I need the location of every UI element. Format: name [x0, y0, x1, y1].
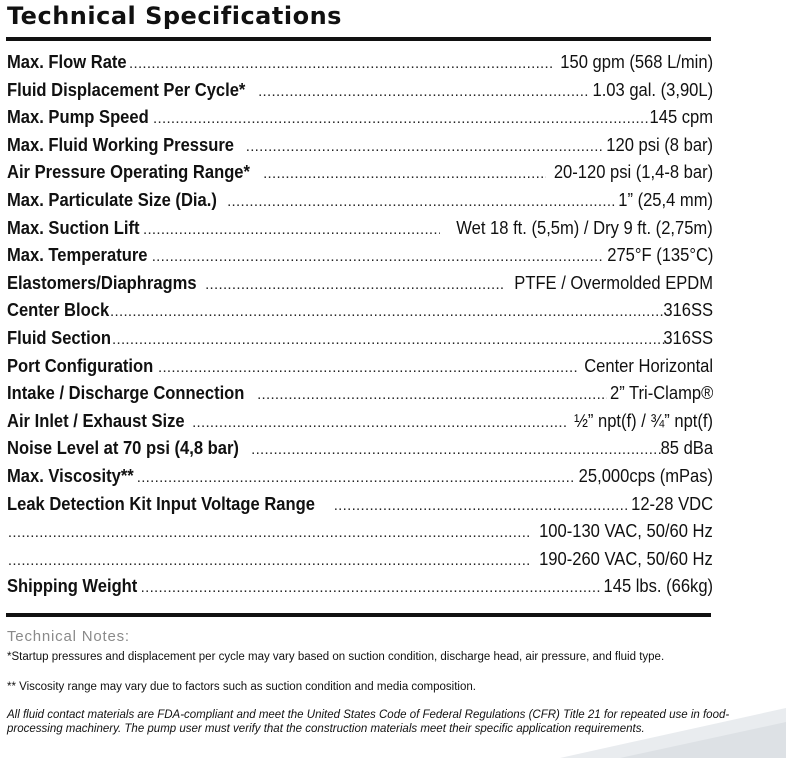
spec-label: Leak Detection Kit Input Voltage Range: [7, 493, 315, 514]
spec-label: Elastomers/Diaphragms: [7, 272, 197, 293]
dot-leader: [110, 298, 665, 325]
notes-heading: Technical Notes:: [7, 628, 130, 645]
spec-value: 190-260 VAC, 50/60 Hz: [539, 548, 713, 569]
spec-label: Max. Pump Speed: [7, 107, 149, 128]
spec-row: [7, 408, 713, 436]
dot-leader: [258, 78, 588, 105]
spec-value: 1” (25,4 mm): [618, 189, 713, 210]
dot-leader: [263, 160, 546, 187]
dot-leader: [143, 216, 440, 243]
spec-row: [7, 297, 713, 325]
spec-label: Fluid Section: [7, 327, 111, 348]
dot-leader: [246, 133, 603, 160]
spec-label: Max. Fluid Working Pressure: [7, 134, 234, 155]
spec-row: [7, 49, 713, 77]
spec-value: Center Horizontal: [584, 355, 713, 376]
spec-row: [7, 270, 713, 298]
spec-value: ½” npt(f) / ¾” npt(f): [574, 410, 713, 431]
dot-leader: [112, 326, 665, 353]
spec-value: 150 gpm (568 L/min): [560, 52, 713, 72]
spec-label: Max. Particulate Size (Dia.): [7, 189, 217, 210]
spec-value: 2” Tri-Clamp®: [609, 383, 713, 404]
spec-row: [7, 463, 713, 491]
spec-value: 20-120 psi (1,4-8 bar): [553, 162, 713, 183]
spec-label: Max. Flow Rate: [7, 52, 127, 72]
spec-value: 25,000cps (mPas): [578, 465, 713, 486]
spec-label: Max. Temperature: [7, 245, 148, 266]
spec-label: Max. Viscosity**: [7, 465, 134, 486]
spec-label: Center Block: [7, 300, 110, 321]
spec-row: [7, 187, 713, 215]
spec-row: [7, 242, 713, 270]
dot-leader: [141, 574, 600, 601]
spec-value: 100-130 VAC, 50/60 Hz: [539, 521, 713, 542]
spec-value: 316SS: [663, 300, 713, 321]
note-viscosity: ** Viscosity range may vary due to factors such as suction condition and media composition.: [7, 681, 476, 693]
spec-row: [7, 380, 713, 408]
dot-leader: [7, 547, 530, 574]
spec-row: [7, 518, 713, 546]
note-fda: All fluid contact materials are FDA-compliant and meet the United States Code of Federal Regulations (CFR) Title 21 for repeated use in food-processing machinery. The pump user must verify that the construction materials meet their specific application requirements.: [7, 709, 730, 735]
spec-row: [7, 325, 713, 353]
dot-leader: [227, 188, 616, 215]
spec-label: Air Inlet / Exhaust Size: [7, 410, 185, 431]
spec-value: 12-28 VDC: [631, 493, 713, 514]
dot-leader: [251, 436, 662, 463]
dot-leader: [158, 354, 579, 381]
spec-row: [7, 215, 713, 243]
spec-row: [7, 435, 713, 463]
dot-leader: [257, 381, 607, 408]
dot-leader: [137, 464, 573, 491]
spec-row: [7, 573, 713, 601]
spec-label: Max. Suction Lift: [7, 217, 140, 238]
spec-value: 120 psi (8 bar): [606, 134, 713, 155]
dot-leader: [152, 243, 604, 270]
dot-leader: [153, 105, 650, 132]
page-title: Technical Specifications: [7, 2, 342, 30]
spec-label: Fluid Displacement Per Cycle*: [7, 79, 246, 100]
spec-row: [7, 159, 713, 187]
spec-value: 145 cpm: [649, 107, 713, 128]
spec-value: Wet 18 ft. (5,5m) / Dry 9 ft. (2,75m): [456, 217, 713, 238]
spec-value: 85 dBa: [660, 438, 713, 459]
spec-label: Shipping Weight: [7, 576, 138, 597]
spec-row: [7, 491, 713, 519]
spec-row: [7, 353, 713, 381]
spec-value: 316SS: [663, 327, 713, 348]
spec-value: 145 lbs. (66kg): [603, 576, 713, 597]
spec-label: Air Pressure Operating Range*: [7, 162, 250, 183]
technical-notes: [7, 628, 782, 736]
spec-row: [7, 77, 713, 105]
spec-value: 1.03 gal. (3,90L): [592, 79, 713, 100]
bottom-rule: [6, 613, 711, 617]
spec-value: 275°F (135°C): [606, 245, 713, 266]
note-startup: *Startup pressures and displacement per cycle may vary based on suction condition, discharge head, air pressure, and fluid type.: [7, 651, 665, 663]
spec-row: [7, 546, 713, 574]
dot-leader: [205, 271, 503, 298]
spec-value: PTFE / Overmolded EPDM: [514, 272, 713, 293]
spec-label: Noise Level at 70 psi (4,8 bar): [7, 438, 239, 459]
spec-row: [7, 132, 713, 160]
spec-table: [7, 49, 713, 601]
dot-leader: [192, 409, 568, 436]
dot-leader: [7, 519, 530, 546]
dot-leader: [129, 50, 553, 77]
spec-label: Port Configuration: [7, 355, 154, 376]
spec-label: Intake / Discharge Connection: [7, 383, 245, 404]
dot-leader: [334, 492, 630, 519]
spec-row: [7, 104, 713, 132]
top-rule: [6, 37, 711, 41]
